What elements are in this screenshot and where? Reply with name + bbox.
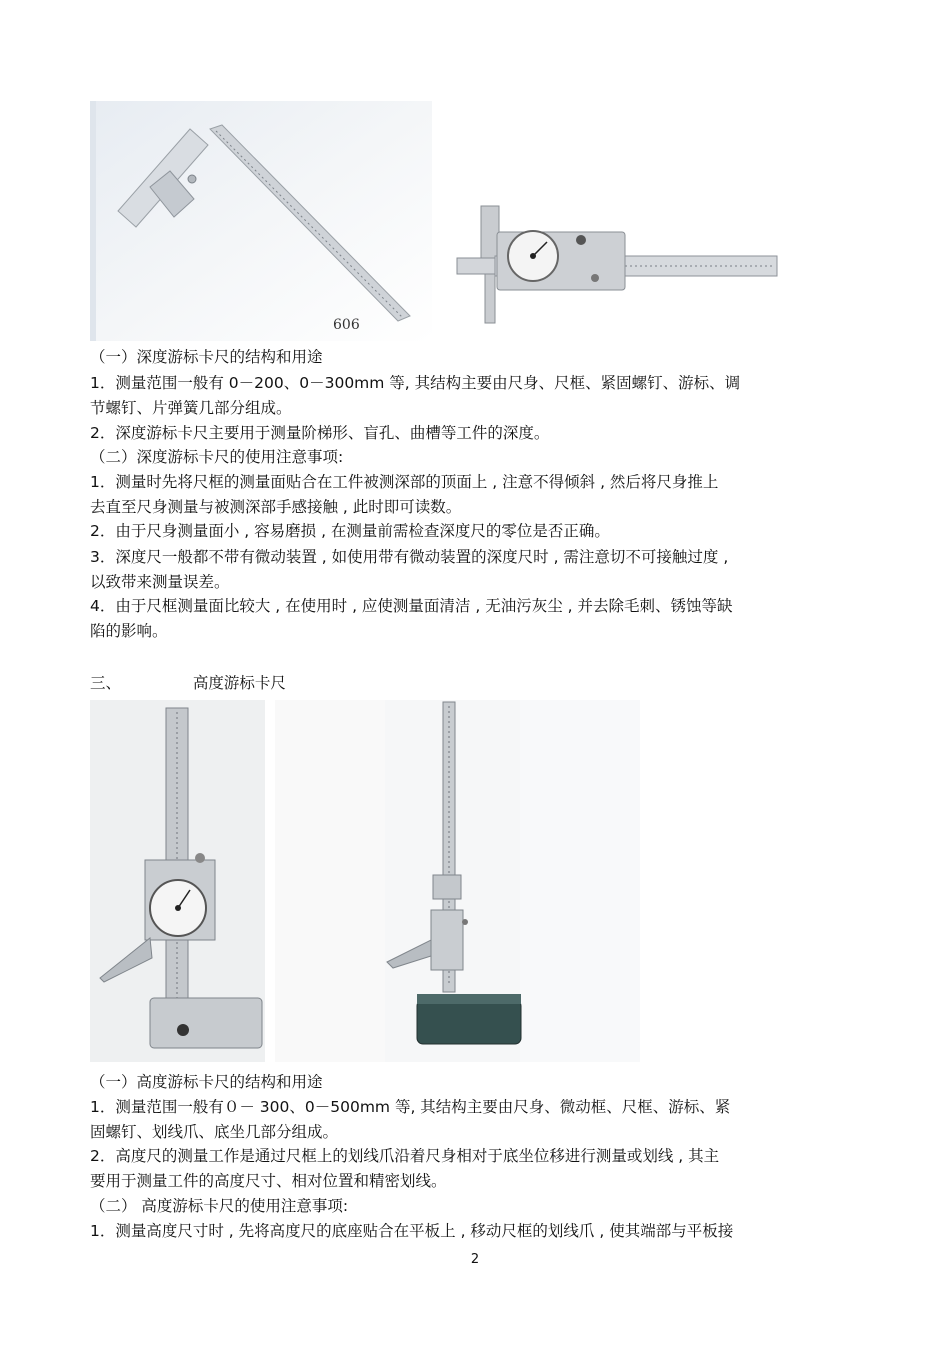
height-item2-line2: 要用于测量工件的高度尺寸、相对位置和精密划线。 bbox=[90, 1172, 447, 1190]
depth-note4-line2: 陷的影响。 bbox=[90, 622, 168, 640]
height-gauge-dial-photo bbox=[90, 700, 265, 1062]
height-item1-line1: 1．测量范围一般有０－ 300、0－500mm 等, 其结构主要由尺身、微动框、尺框、游标、紧 bbox=[90, 1098, 731, 1116]
height-usage-heading: （二） 高度游标卡尺的使用注意事项: bbox=[90, 1197, 349, 1215]
depth-gauge-dial-photo bbox=[455, 198, 780, 326]
depth-gauge-photo-label: 606 bbox=[333, 317, 360, 333]
section-title bbox=[90, 673, 286, 693]
depth-item1-line2: 节螺钉、片弹簧几部分组成。 bbox=[90, 399, 292, 417]
depth-structure-heading: （一）深度游标卡尺的结构和用途 bbox=[90, 348, 323, 366]
section-number: 三、 bbox=[90, 674, 122, 692]
depth-usage-heading: （二）深度游标卡尺的使用注意事项: bbox=[90, 448, 344, 466]
height-gauge-vernier-photo bbox=[275, 700, 640, 1062]
depth-gauge-vernier-photo bbox=[90, 101, 432, 341]
depth-note1-line1: 1．测量时先将尺框的测量面贴合在工件被测深部的顶面上 , 注意不得倾斜 , 然后将尺身推上 bbox=[90, 473, 719, 491]
page-number: 2 bbox=[470, 1252, 480, 1267]
depth-note2: 2．由于尺身测量面小 , 容易磨损 , 在测量前需检查深度尺的零位是否正确。 bbox=[90, 522, 610, 540]
height-structure-heading: （一）高度游标卡尺的结构和用途 bbox=[90, 1073, 323, 1091]
section-title-text: 高度游标卡尺 bbox=[192, 674, 286, 692]
depth-note3-line1: 3．深度尺一般都不带有微动装置 , 如使用带有微动装置的深度尺时 , 需注意切不可接触过度 , bbox=[90, 548, 729, 566]
height-item1-line2: 固螺钉、划线爪、底坐几部分组成。 bbox=[90, 1123, 339, 1141]
depth-note4-line1: 4．由于尺框测量面比较大 , 在使用时 , 应使测量面清洁 , 无油污灰尘 , 并去除毛刺、锈蚀等缺 bbox=[90, 597, 733, 615]
depth-note1-line2: 去直至尺身测量与被测深部手感接触 , 此时即可读数。 bbox=[90, 498, 462, 516]
height-note1-line1: 1．测量高度尺寸时 , 先将高度尺的底座贴合在平板上 , 移动尺框的划线爪 , 使其端部与平板接 bbox=[90, 1222, 734, 1240]
height-item2-line1: 2．高度尺的测量工作是通过尺框上的划线爪沿着尺身相对于底坐位移进行测量或划线 , 其主 bbox=[90, 1147, 720, 1165]
depth-item2: 2．深度游标卡尺主要用于测量阶梯形、盲孔、曲槽等工件的深度。 bbox=[90, 424, 550, 442]
depth-note3-line2: 以致带来测量误差。 bbox=[90, 573, 230, 591]
depth-item1-line1: 1．测量范围一般有 0－200、0－300mm 等, 其结构主要由尺身、尺框、紧固螺钉、游标、调 bbox=[90, 374, 741, 392]
